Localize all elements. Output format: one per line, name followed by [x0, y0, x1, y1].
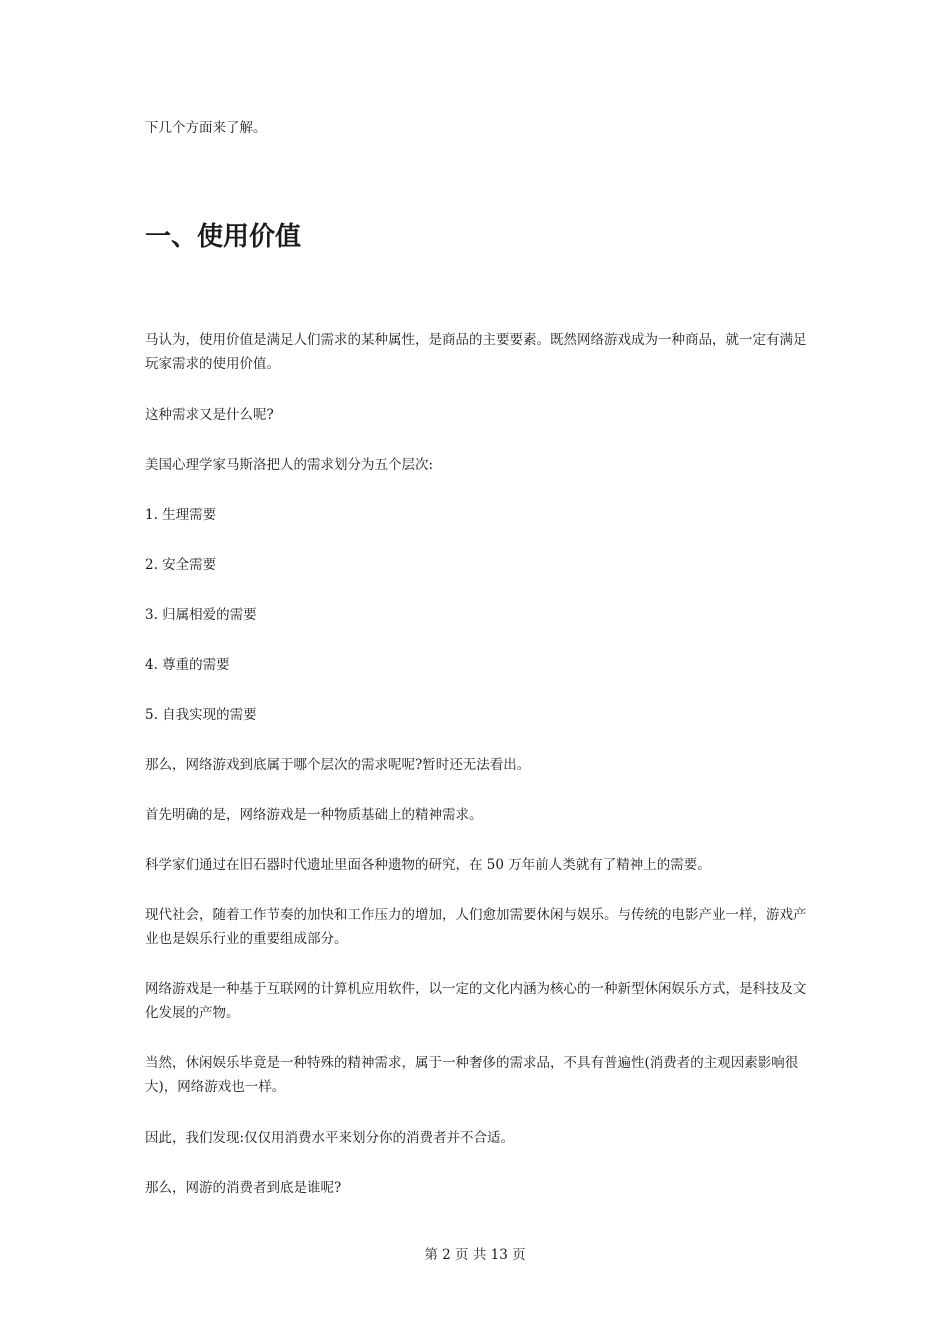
- paragraph-6: 科学家们通过在旧石器时代遗址里面各种遗物的研究，在 50 万年前人类就有了精神上的需要。: [145, 857, 711, 873]
- paragraph-10: 因此，我们发现:仅仅用消费水平来划分你的消费者并不合适。: [145, 1130, 515, 1146]
- list-item-3: 3. 归属相爱的需要: [145, 607, 257, 623]
- section-heading: 一、使用价值: [145, 222, 302, 252]
- paragraph-5: 首先明确的是，网络游戏是一种物质基础上的精神需求。: [145, 807, 483, 823]
- page-footer: 第 2 页 共 13 页: [424, 1247, 526, 1263]
- list-item-1: 1. 生理需要: [145, 507, 217, 523]
- paragraph-2: 这种需求又是什么呢?: [145, 407, 274, 423]
- list-item-2: 2. 安全需要: [145, 557, 217, 573]
- paragraph-1: 马认为，使用价值是满足人们需求的某种属性，是商品的主要要素。既然网络游戏成为一种商品，就一定有满足玩家需求的使用价值。: [145, 332, 807, 372]
- paragraph-4: 那么，网络游戏到底属于哪个层次的需求呢呢?暂时还无法看出。: [145, 757, 531, 773]
- paragraph-3: 美国心理学家马斯洛把人的需求划分为五个层次:: [145, 457, 434, 473]
- list-item-5: 5. 自我实现的需要: [145, 707, 257, 723]
- continuation-text: 下几个方面来了解。: [145, 120, 267, 136]
- list-item-4: 4. 尊重的需要: [145, 657, 230, 673]
- paragraph-7: 现代社会，随着工作节奏的加快和工作压力的增加，人们愈加需要休闲与娱乐。与传统的电影产业一样，游戏产业也是娱乐行业的重要组成部分。: [145, 907, 807, 947]
- paragraph-8: 网络游戏是一种基于互联网的计算机应用软件，以一定的文化内涵为核心的一种新型休闲娱乐方式，是科技及文化发展的产物。: [145, 981, 807, 1021]
- paragraph-11: 那么，网游的消费者到底是谁呢?: [145, 1180, 342, 1196]
- paragraph-9: 当然，休闲娱乐毕竟是一种特殊的精神需求，属于一种奢侈的需求品，不具有普遍性(消费者的主观因素影响很大)，网络游戏也一样。: [145, 1055, 799, 1095]
